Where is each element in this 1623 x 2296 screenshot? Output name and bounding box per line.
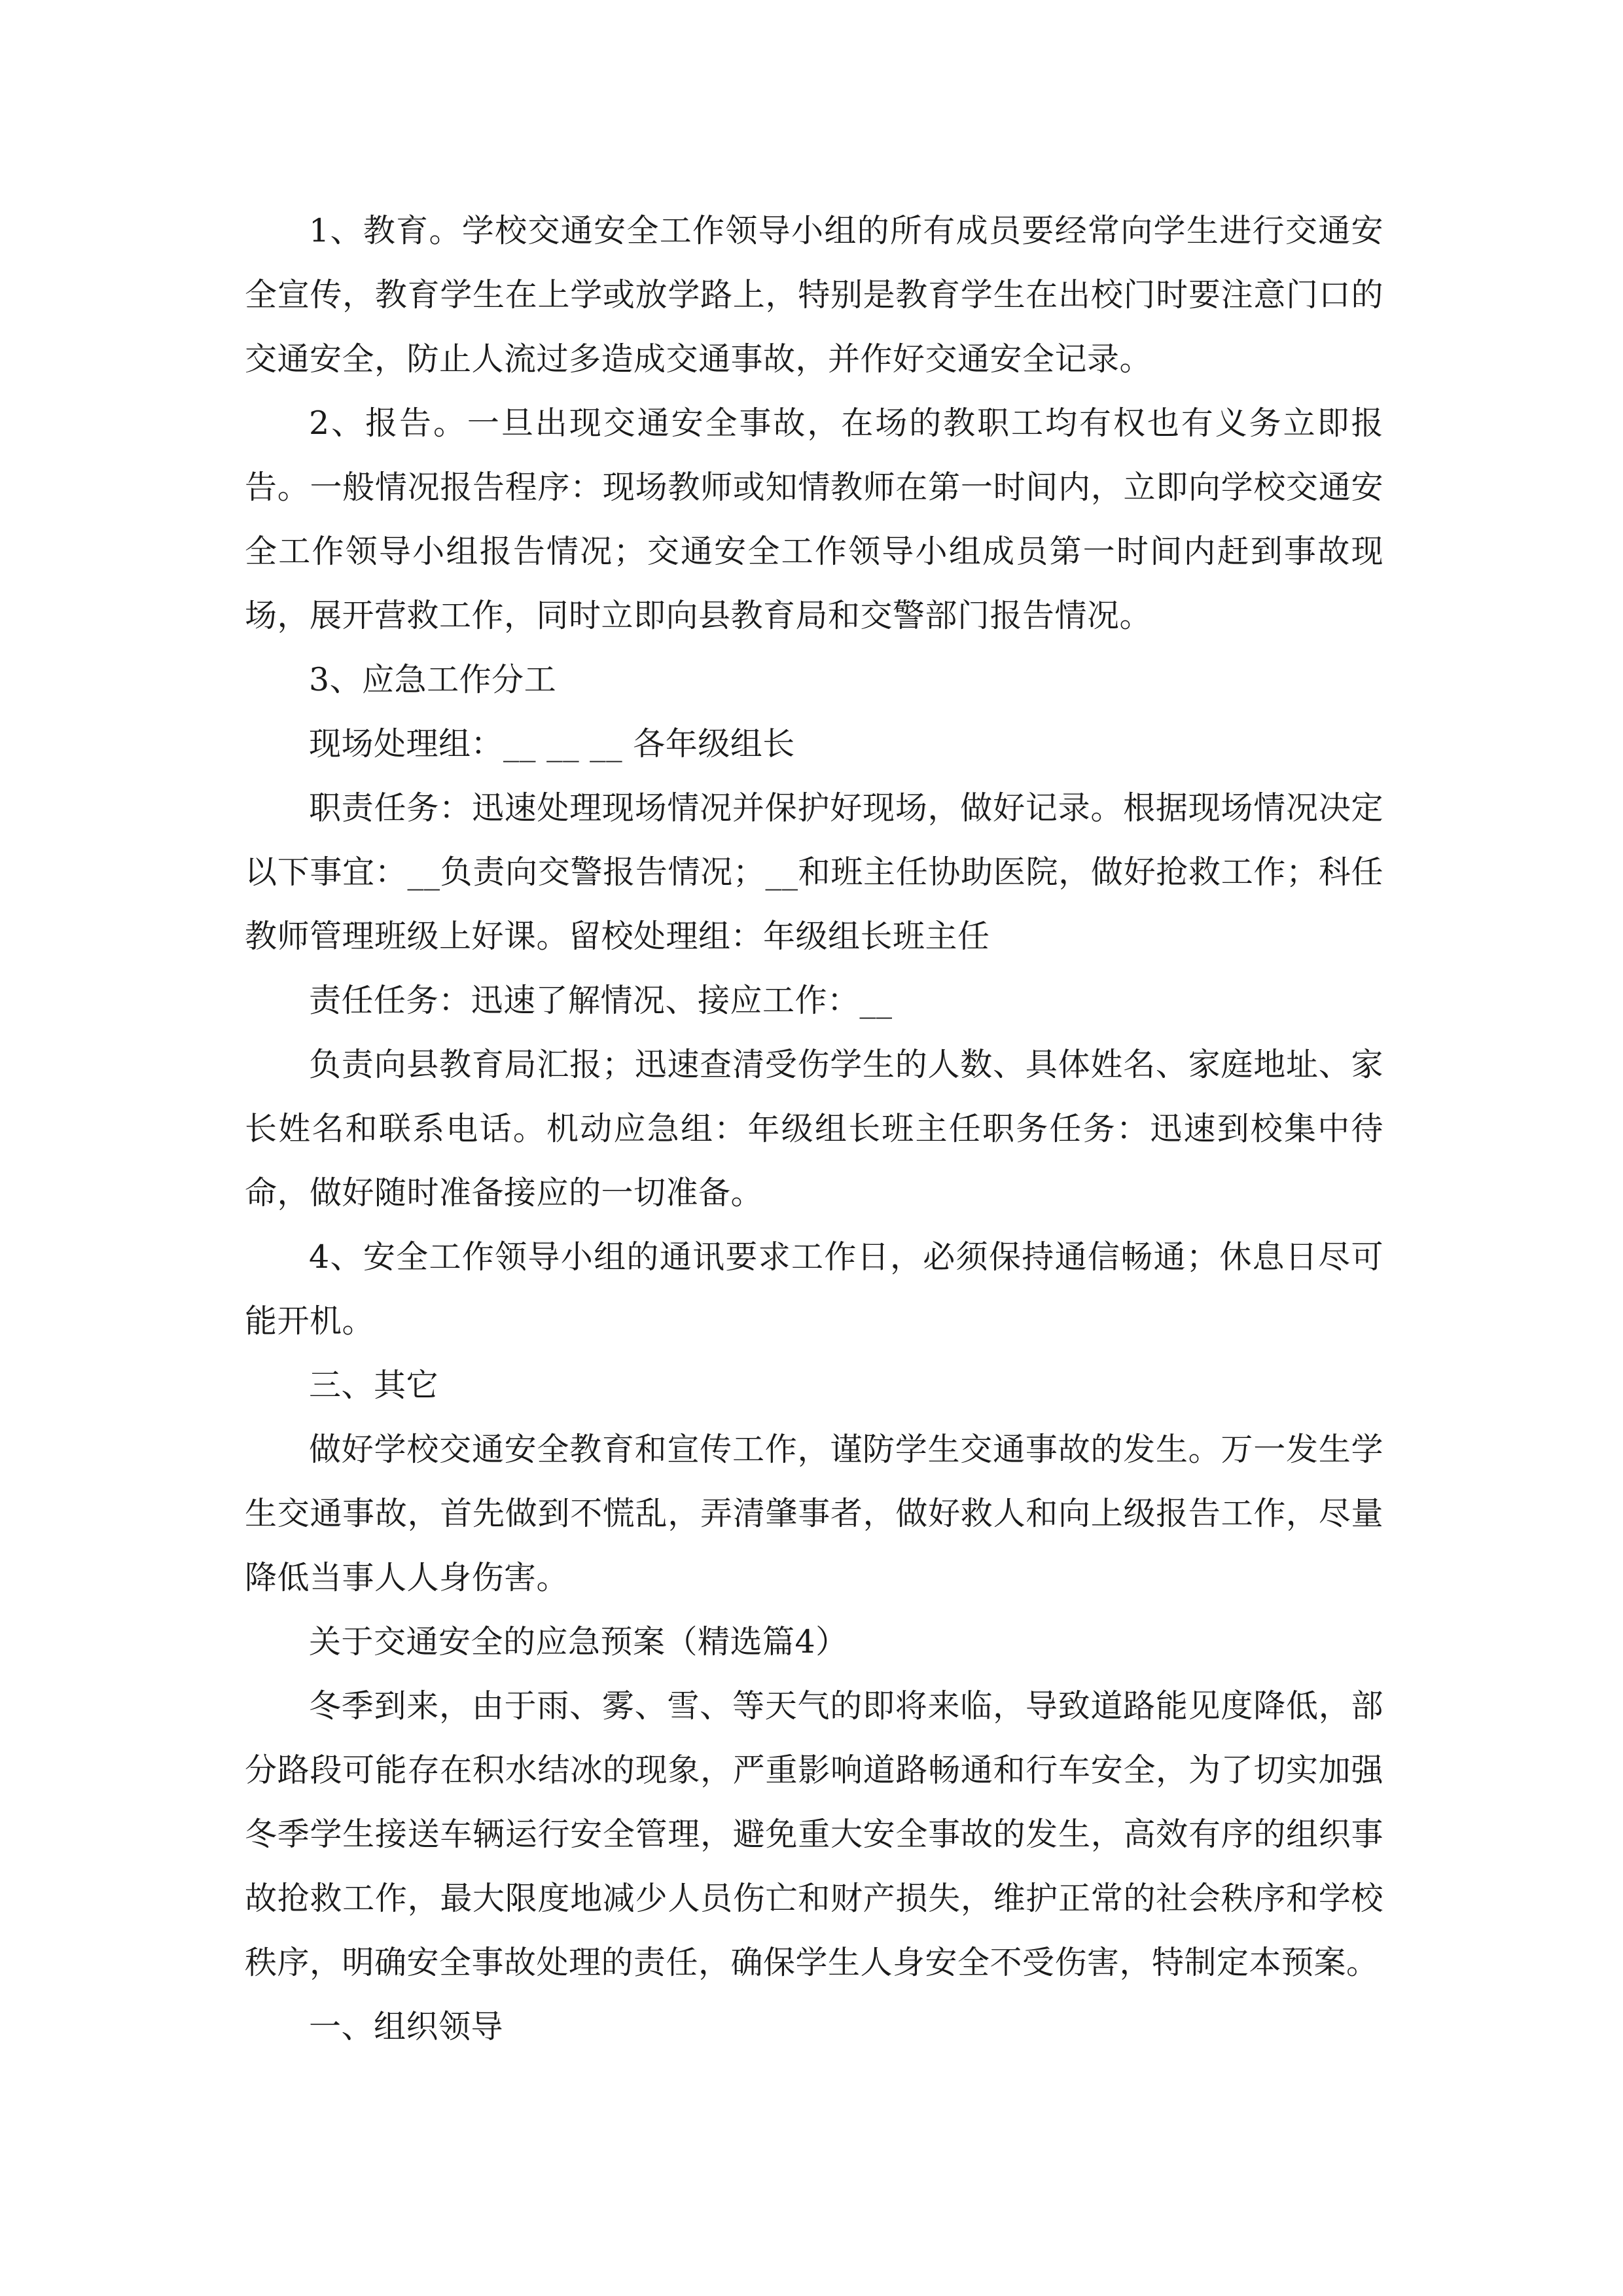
document-body (245, 199, 1383, 2059)
paragraph-onsite-group: 现场处理组：__ __ __ 各年级组长 (309, 725, 795, 762)
paragraph-safety-education: 做好学校交通安全教育和宣传工作，谨防学生交通事故的发生。万一发生学生交通事故，首先做到不慌乱，弄清肇事者，做好救人和向上级报告工作，尽量降低当事人人身伤害。 (245, 1431, 1383, 1596)
paragraph-report-bureau: 负责向县教育局汇报；迅速查清受伤学生的人数、具体姓名、家庭地址、家长姓名和联系电话。机动应急组：年级组长班主任职务任务：迅速到校集中待命，做好随时准备接应的一切准备。 (245, 1046, 1383, 1211)
paragraph-responsibility-tasks: 责任任务：迅速了解情况、接应工作：__ (309, 982, 893, 1019)
paragraph-winter-intro: 冬季到来，由于雨、雾、雪、等天气的即将来临，导致道路能见度降低，部分路段可能存在积水结冰的现象，严重影响道路畅通和行车安全，为了切实加强冬季学生接送车辆运行安全管理，避免重大安全事故的发生，高效有序的组织事故抢救工作，最大限度地减少人员伤亡和财产损失，维护正常的社会秩序和学校秩序，明确安全事故处理的责任，确保学生人身安全不受伤害，特制定本预案。 (245, 1687, 1383, 1981)
section-heading-organization: 一、组织领导 (309, 2008, 504, 2045)
section-heading-other: 三、其它 (309, 1367, 439, 1404)
paragraph-education: 1、教育。学校交通安全工作领导小组的所有成员要经常向学生进行交通安全宣传，教育学生在上学或放学路上，特别是教育学生在出校门时要注意门口的交通安全，防止人流过多造成交通事故，并作好交通安全记录。 (245, 212, 1383, 378)
paragraph-report: 2、报告。一旦出现交通安全事故，在场的教职工均有权也有义务立即报告。一般情况报告程序：现场教师或知情教师在第一时间内，立即向学校交通安全工作领导小组报告情况；交通安全工作领导小组成员第一时间内赶到事故现场，展开营救工作，同时立即向县教育局和交警部门报告情况。 (245, 404, 1383, 634)
paragraph-division-heading: 3、应急工作分工 (309, 661, 557, 698)
paragraph-duty-tasks: 职责任务：迅速处理现场情况并保护好现场，做好记录。根据现场情况决定以下事宜：__负责向交警报告情况；__和班主任协助医院，做好抢救工作；科任教师管理班级上好课。留校处理组：年级组长班主任 (245, 789, 1383, 955)
article-title-part-4: 关于交通安全的应急预案（精选篇4） (309, 1623, 848, 1660)
paragraph-communication: 4、安全工作领导小组的通讯要求工作日，必须保持通信畅通；休息日尽可能开机。 (245, 1238, 1383, 1340)
